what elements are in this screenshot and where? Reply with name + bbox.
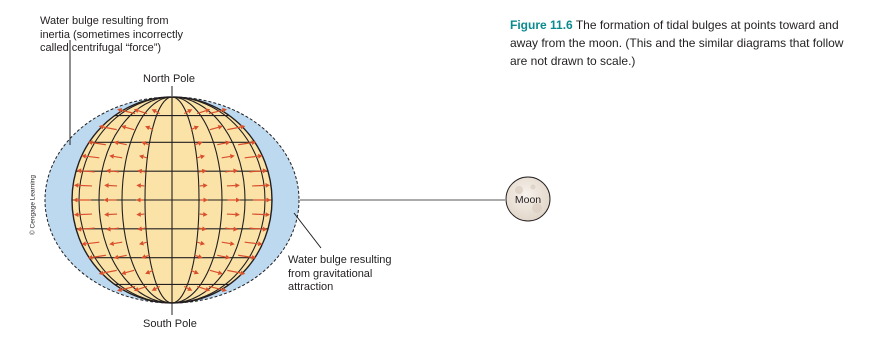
gravity-label-line-1: Water bulge resulting bbox=[288, 254, 392, 266]
copyright-notice: © Cengage Learning bbox=[29, 174, 37, 236]
inertia-label-line-2: inertia (sometimes incorrectly bbox=[40, 28, 184, 41]
inertia-label-line-1: Water bulge resulting from bbox=[40, 15, 169, 27]
south-pole-label: South Pole bbox=[143, 318, 197, 330]
north-pole-label: North Pole bbox=[143, 73, 195, 85]
figure-caption bbox=[510, 16, 855, 70]
gravity-leader-line bbox=[294, 213, 321, 248]
gravity-label-line-3: attraction bbox=[288, 281, 334, 293]
figure-number: Figure 11.6 bbox=[510, 18, 573, 32]
gravity-bulge-label bbox=[288, 254, 448, 295]
caption-text: The formation of tidal bulges at points toward and away from the moon. (This and the similar diagrams that follow are not drawn to scale.) bbox=[510, 18, 844, 68]
moon bbox=[506, 177, 550, 221]
moon-label: Moon bbox=[514, 194, 542, 206]
inertia-bulge-label bbox=[40, 15, 230, 56]
inertia-label-line-3: called centrifugal “force”) bbox=[40, 42, 162, 54]
gravity-label-line-2: from gravitational bbox=[288, 267, 373, 280]
